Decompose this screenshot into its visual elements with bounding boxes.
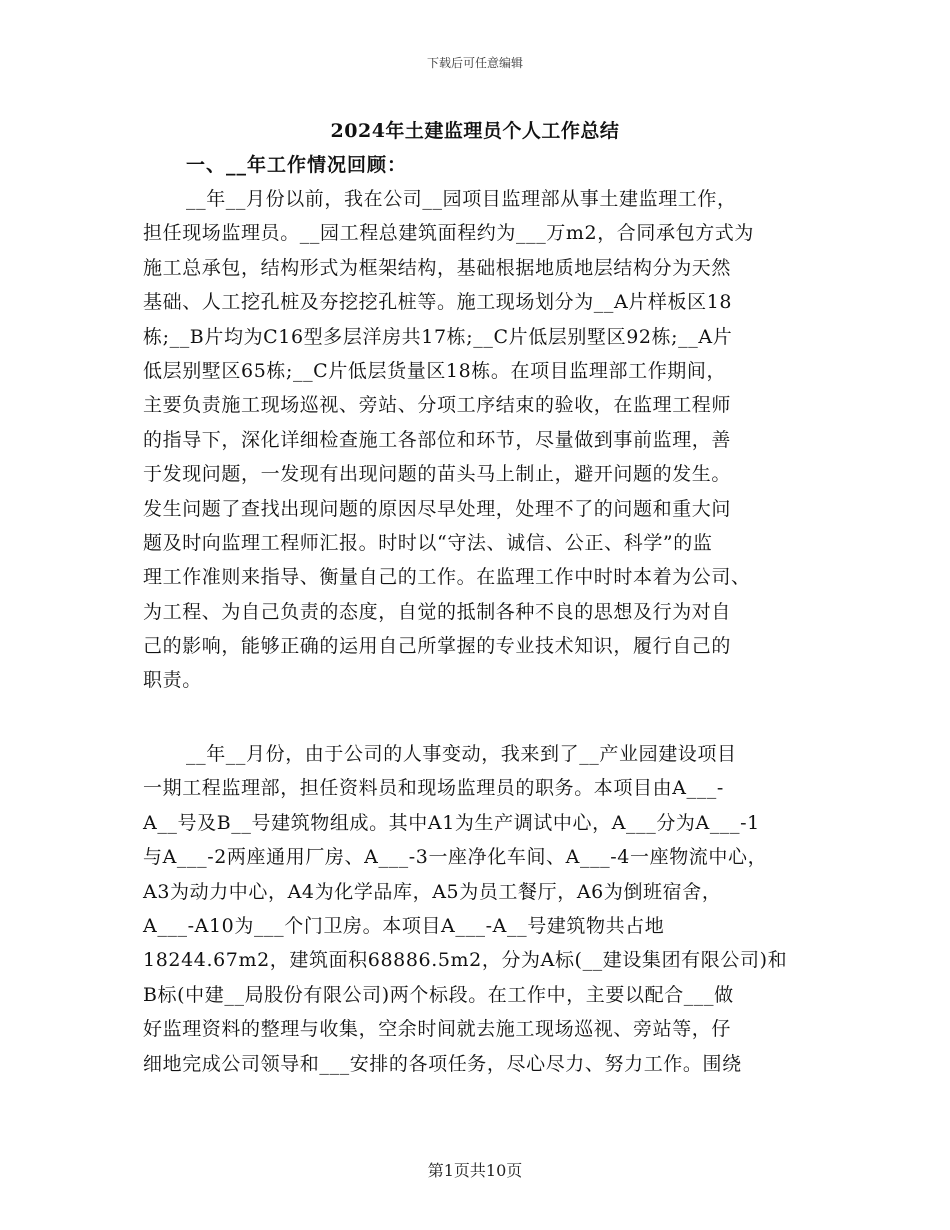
paragraph-line: 与A___-2两座通用厂房、A___-3一座净化车间、A___-4一座物流中心， (143, 846, 768, 869)
section-heading: 一、__年工作情况回顾： (186, 154, 408, 176)
paragraph-line: 细地完成公司领导和___安排的各项任务，尽心尽力、努力工作。围绕 (143, 1052, 742, 1075)
document-title: 2024年土建监理员个人工作总结 (330, 120, 620, 142)
paragraph-line: B标(中建__局股份有限公司)两个标段。在工作中，主要以配合___做 (143, 983, 734, 1006)
paragraph-line: 理工作准则来指导、衡量自己的工作。在监理工作中时时本着为公司、 (143, 566, 751, 589)
paragraph-line: 施工总承包，结构形式为框架结构，基础根据地质地层结构分为天然 (143, 256, 732, 279)
paragraph-line: A3为动力中心，A4为化学品库，A5为员工餐厅，A6为倒班宿舍， (143, 880, 722, 903)
paragraph-line: 题及时向监理工程师汇报。时时以“守法、诚信、公正、科学”的监 (143, 531, 713, 554)
paragraph-line: __年__月份，由于公司的人事变动，我来到了__产业园建设项目 (186, 743, 737, 765)
paragraph-line: 一期工程监理部，担任资料员和现场监理员的职务。本项目由A___- (143, 777, 724, 800)
paragraph-1 (143, 182, 823, 698)
paragraph-line: 于发现问题，一发现有出现问题的苗头马上制止，避开问题的发生。 (143, 463, 732, 486)
paragraph-line: 好监理资料的整理与收集，空余时间就去施工现场巡视、旁站等，仔 (143, 1018, 732, 1041)
paragraph-line: A__号及B__号建筑物组成。其中A1为生产调试中心，A___分为A___-1 (143, 811, 760, 834)
page-number-indicator: 第1页共10页 (427, 1161, 523, 1180)
paragraph-line: 低层别墅区65栋;__C片低层货量区18栋。在项目监理部工作期间， (143, 359, 727, 382)
paragraph-line: __年__月份以前，我在公司__园项目监理部从事土建监理工作， (186, 188, 737, 210)
paragraph-line: 己的影响，能够正确的运用自己所掌握的专业技术知识，履行自己的 (143, 635, 732, 658)
paragraph-line: 栋;__B片均为C16型多层洋房共17栋;__C片低层别墅区92栋;__A片 (143, 325, 733, 348)
paragraph-line: 基础、人工挖孔桩及夯挖挖孔桩等。施工现场划分为__A片样板区18 (143, 291, 733, 314)
paragraph-line: 18244.67m2，建筑面积68886.5m2，分为A标(__建设集团有限公司)和 (143, 949, 788, 972)
paragraph-line: A___-A10为___个门卫房。本项目A___-A__号建筑物共占地 (143, 914, 665, 937)
paragraph-line: 的指导下，深化详细检查施工各部位和环节，尽量做到事前监理，善 (143, 428, 732, 451)
paragraph-line: 主要负责施工现场巡视、旁站、分项工序结束的验收，在监理工程师 (143, 394, 732, 417)
paragraph-2 (143, 737, 823, 1081)
paragraph-line: 发生问题了查找出现问题的原因尽早处理，处理不了的问题和重大问 (143, 497, 732, 520)
paragraph-line: 职责。 (143, 669, 202, 692)
page-header-note: 下载后可任意编辑 (426, 56, 523, 70)
paragraph-line: 担任现场监理员。__园工程总建筑面程约为___万m2，合同承包方式为 (143, 222, 755, 245)
paragraph-line: 为工程、为自己负责的态度，自觉的抵制各种不良的思想及行为对自 (143, 600, 732, 623)
